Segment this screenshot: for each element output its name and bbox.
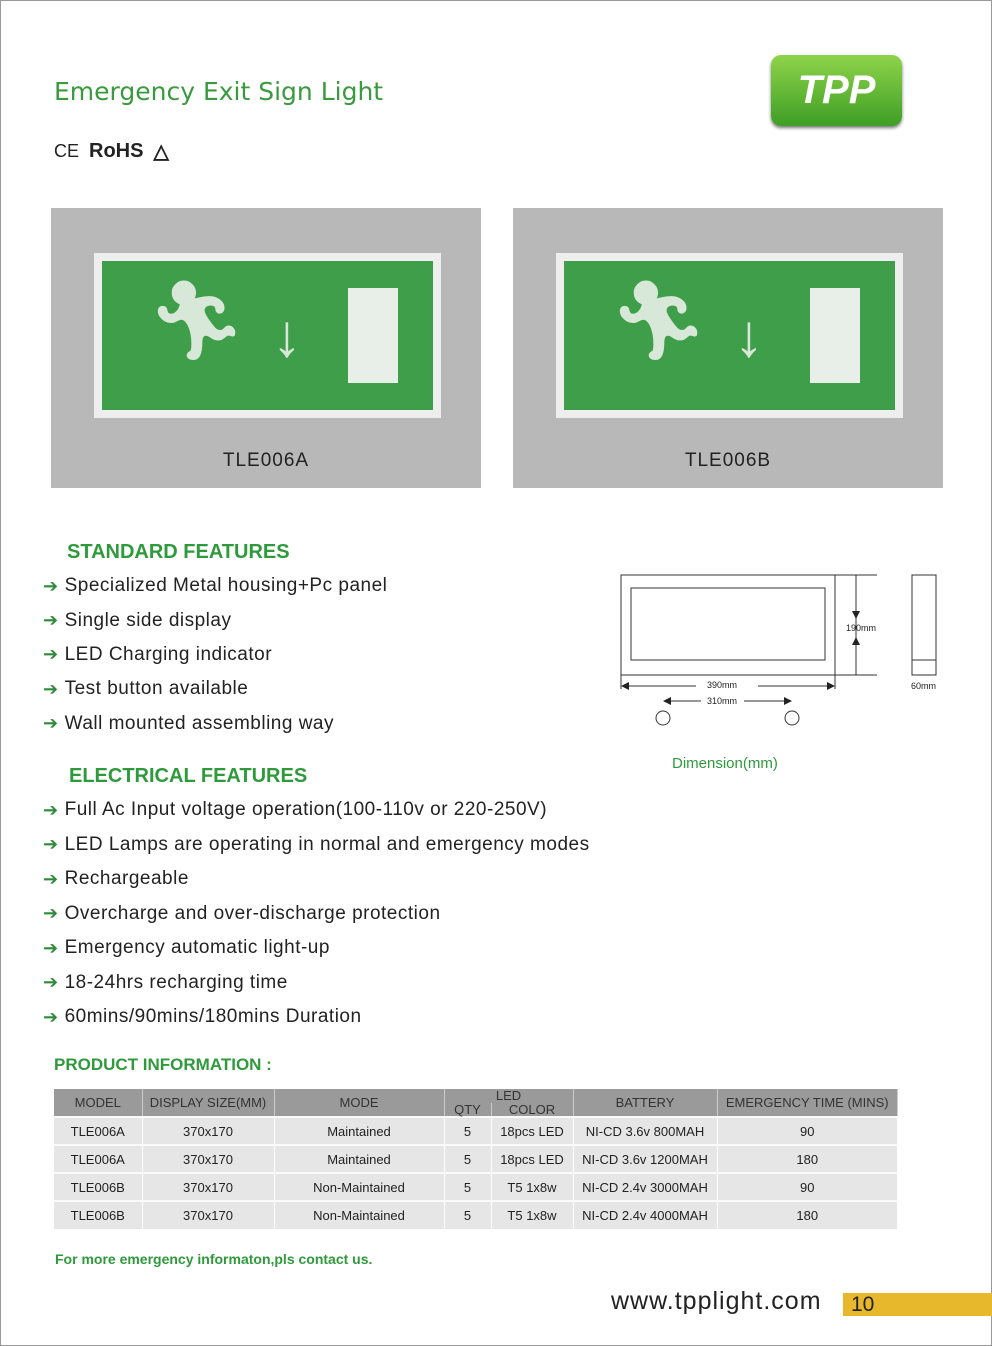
cell: 180 <box>717 1145 898 1173</box>
arrow-icon: ➔ <box>43 799 59 820</box>
safety-mark-icon: △ <box>153 141 169 163</box>
cell: 5 <box>444 1117 491 1145</box>
product-image-a <box>51 208 481 488</box>
cell: 90 <box>717 1173 898 1201</box>
col-qty: QTY <box>444 1103 491 1117</box>
depth-label: 60mm <box>911 681 937 691</box>
col-size: DISPLAY SIZE(MM) <box>142 1089 274 1117</box>
cell: 18pcs LED <box>491 1117 573 1145</box>
cell: 5 <box>444 1173 491 1201</box>
feature-item: 60mins/90mins/180mins Duration <box>64 1006 362 1028</box>
arrow-icon: ➔ <box>43 644 59 665</box>
feature-item: Rechargeable <box>64 868 189 890</box>
col-battery: BATTERY <box>573 1089 717 1117</box>
product-info-heading: PRODUCT INFORMATION : <box>54 1055 272 1074</box>
table-row <box>54 1117 898 1145</box>
feature-item: LED Charging indicator <box>64 643 273 665</box>
contact-note: For more emergency informaton,pls contact us. <box>55 1251 373 1267</box>
arrow-icon: ➔ <box>43 937 59 958</box>
cell: TLE006B <box>54 1173 142 1201</box>
cell: 5 <box>444 1201 491 1229</box>
door-icon <box>348 288 398 383</box>
cell: 370x170 <box>142 1145 274 1173</box>
feature-item: 18-24hrs recharging time <box>64 971 288 993</box>
arrow-icon: ➔ <box>43 868 59 889</box>
arrow-icon: ➔ <box>43 678 59 699</box>
height-label: 190mm <box>846 623 877 633</box>
product-image-b <box>513 208 943 488</box>
running-man-icon: 🏃︎ <box>609 276 709 364</box>
mount-label: 310mm <box>707 696 738 706</box>
cell: TLE006A <box>54 1117 142 1145</box>
running-man-icon: 🏃︎ <box>147 276 247 364</box>
door-icon <box>810 288 860 383</box>
website-link[interactable]: www.tpplight.com <box>611 1287 822 1315</box>
electrical-features-list <box>43 793 590 1035</box>
dimension-caption: Dimension(mm) <box>672 755 778 772</box>
cell: 370x170 <box>142 1117 274 1145</box>
feature-item: LED Lamps are operating in normal and emergency modes <box>64 833 590 855</box>
product-info-table <box>54 1089 898 1229</box>
ce-mark: CE <box>54 141 80 161</box>
electrical-features-heading: ELECTRICAL FEATURES <box>69 765 308 787</box>
cell: TLE006B <box>54 1201 142 1229</box>
certifications <box>54 139 169 164</box>
col-model: MODEL <box>54 1089 142 1117</box>
feature-item: Single side display <box>64 609 232 631</box>
feature-item: Overcharge and over-discharge protection <box>64 902 441 924</box>
col-time: EMERGENCY TIME (MINS) <box>717 1089 898 1117</box>
feature-item: Full Ac Input voltage operation(100-110v or 220-250V) <box>64 799 548 821</box>
cell: NI-CD 2.4v 3000MAH <box>573 1173 717 1201</box>
feature-item: Specialized Metal housing+Pc panel <box>64 575 388 597</box>
cell: NI-CD 3.6v 1200MAH <box>573 1145 717 1173</box>
dimension-drawing <box>601 561 961 781</box>
tpp-logo <box>771 55 902 126</box>
page-title: Emergency Exit Sign Light <box>54 77 384 106</box>
logo-text: TPP <box>797 68 876 112</box>
cell: Maintained <box>274 1145 444 1173</box>
table-row <box>54 1201 898 1229</box>
cell: NI-CD 2.4v 4000MAH <box>573 1201 717 1229</box>
arrow-icon: ➔ <box>43 972 59 993</box>
feature-item: Test button available <box>64 678 249 700</box>
cell: 370x170 <box>142 1173 274 1201</box>
arrow-icon: ➔ <box>43 610 59 631</box>
product-label: TLE006A <box>222 450 310 471</box>
col-led: LED <box>444 1089 573 1103</box>
arrow-down-icon: ↓ <box>734 302 764 369</box>
table-row <box>54 1145 898 1173</box>
cell: 18pcs LED <box>491 1145 573 1173</box>
arrow-icon: ➔ <box>43 575 59 596</box>
cell: NI-CD 3.6v 800MAH <box>573 1117 717 1145</box>
cell: Non-Maintained <box>274 1173 444 1201</box>
cell: Non-Maintained <box>274 1201 444 1229</box>
cell: Maintained <box>274 1117 444 1145</box>
standard-features-heading: STANDARD FEATURES <box>67 541 290 563</box>
cell: T5 1x8w <box>491 1173 573 1201</box>
cell: 90 <box>717 1117 898 1145</box>
arrow-icon: ➔ <box>43 713 59 734</box>
cell: TLE006A <box>54 1145 142 1173</box>
cell: 5 <box>444 1145 491 1173</box>
col-mode: MODE <box>274 1089 444 1117</box>
width-label: 390mm <box>707 680 738 690</box>
standard-features-list <box>43 569 387 741</box>
col-color: COLOR <box>491 1103 573 1117</box>
product-label: TLE006B <box>684 450 772 471</box>
arrow-down-icon: ↓ <box>272 302 302 369</box>
cell: 180 <box>717 1201 898 1229</box>
arrow-icon: ➔ <box>43 903 59 924</box>
arrow-icon: ➔ <box>43 834 59 855</box>
feature-item: Wall mounted assembling way <box>64 712 334 734</box>
cell: T5 1x8w <box>491 1201 573 1229</box>
table-row <box>54 1173 898 1201</box>
page-number: 10 <box>843 1293 992 1316</box>
rohs-mark: RoHS <box>89 140 144 162</box>
feature-item: Emergency automatic light-up <box>64 937 330 959</box>
arrow-icon: ➔ <box>43 1006 59 1027</box>
cell: 370x170 <box>142 1201 274 1229</box>
dimension-diagram <box>601 561 961 731</box>
table-header-row <box>54 1089 898 1103</box>
